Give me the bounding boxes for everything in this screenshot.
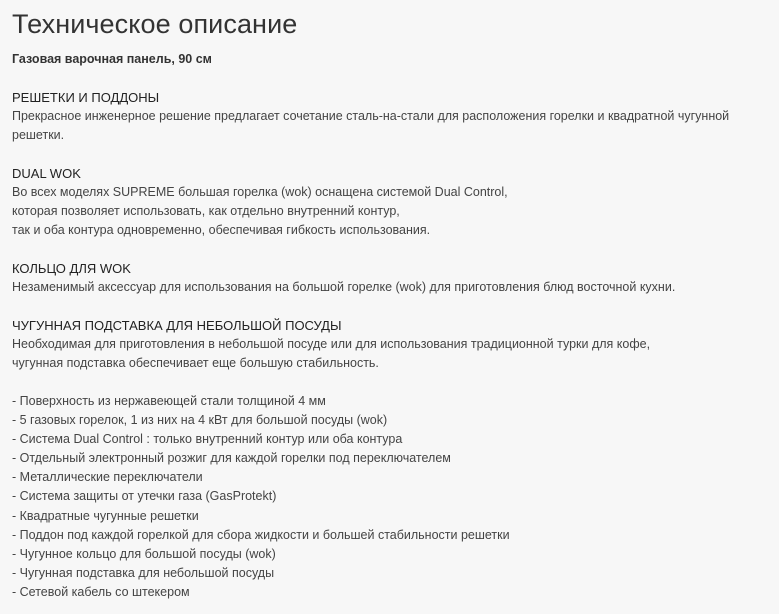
feature-item: - Квадратные чугунные решетки [12,508,199,523]
product-subtitle: Газовая варочная панель, 90 см [12,52,212,66]
section-line: так и оба контура одновременно, обеспечивая гибкость использования. [12,223,431,237]
section-line: которая позволяет использовать, как отдельно внутренний контур, [12,204,400,218]
section-cast-iron-stand [12,316,772,373]
feature-item: - Поверхность из нержавеющей стали толщиной 4 мм [12,394,326,408]
section-text [12,278,772,297]
section-line: Незаменимый аксессуар для использования на большой горелке (wok) для приготовления блюд восточной кухни. [12,280,676,294]
feature-item: - Отдельный электронный розжиг для каждой горелки под переключателем [12,451,451,466]
feature-item: - Поддон под каждой горелкой для сбора жидкости и большей стабильности решетки [12,527,510,542]
section-line: Во всех моделях SUPREME большая горелка (wok) оснащена системой Dual Control, [12,185,508,199]
section-text [12,183,772,240]
section-line: Необходимая для приготовления в небольшой посуде или для использования традиционной турки для кофе, [12,337,651,351]
section-grates [12,88,772,145]
section-wok-ring [12,259,772,297]
feature-item: - Чугунное кольцо для большой посуды (wok) [12,546,276,561]
section-title: РЕШЕТКИ И ПОДДОНЫ [12,90,160,105]
tech-description [12,0,772,602]
feature-item: - Чугунная подставка для небольшой посуды [12,565,275,580]
section-line: чугунная подставка обеспечивает еще большую стабильность. [12,356,379,370]
section-line: Прекрасное инженерное решение предлагает сочетание сталь-на-стали для расположения горелки и квадратной чугунной [12,109,730,123]
feature-item: - Сетевой кабель со штекером [12,584,190,599]
feature-item: - 5 газовых горелок, 1 из них на 4 кВт для большой посуды (wok) [12,413,388,428]
feature-item: - Металлические переключатели [12,470,203,485]
feature-item: - Система Dual Control : только внутренний контур или оба контура [12,432,403,447]
section-title: ЧУГУННАЯ ПОДСТАВКА ДЛЯ НЕБОЛЬШОЙ ПОСУДЫ [12,318,342,333]
section-line: решетки. [12,128,65,142]
page-title: Техническое описание [12,9,298,39]
section-text [12,335,772,373]
feature-item: - Система защиты от утечки газа (GasProtekt) [12,489,277,504]
section-title: DUAL WOK [12,166,81,181]
section-text [12,107,772,145]
feature-list [12,392,772,602]
section-dual-wok [12,164,772,240]
section-title: КОЛЬЦО ДЛЯ WOK [12,261,131,276]
